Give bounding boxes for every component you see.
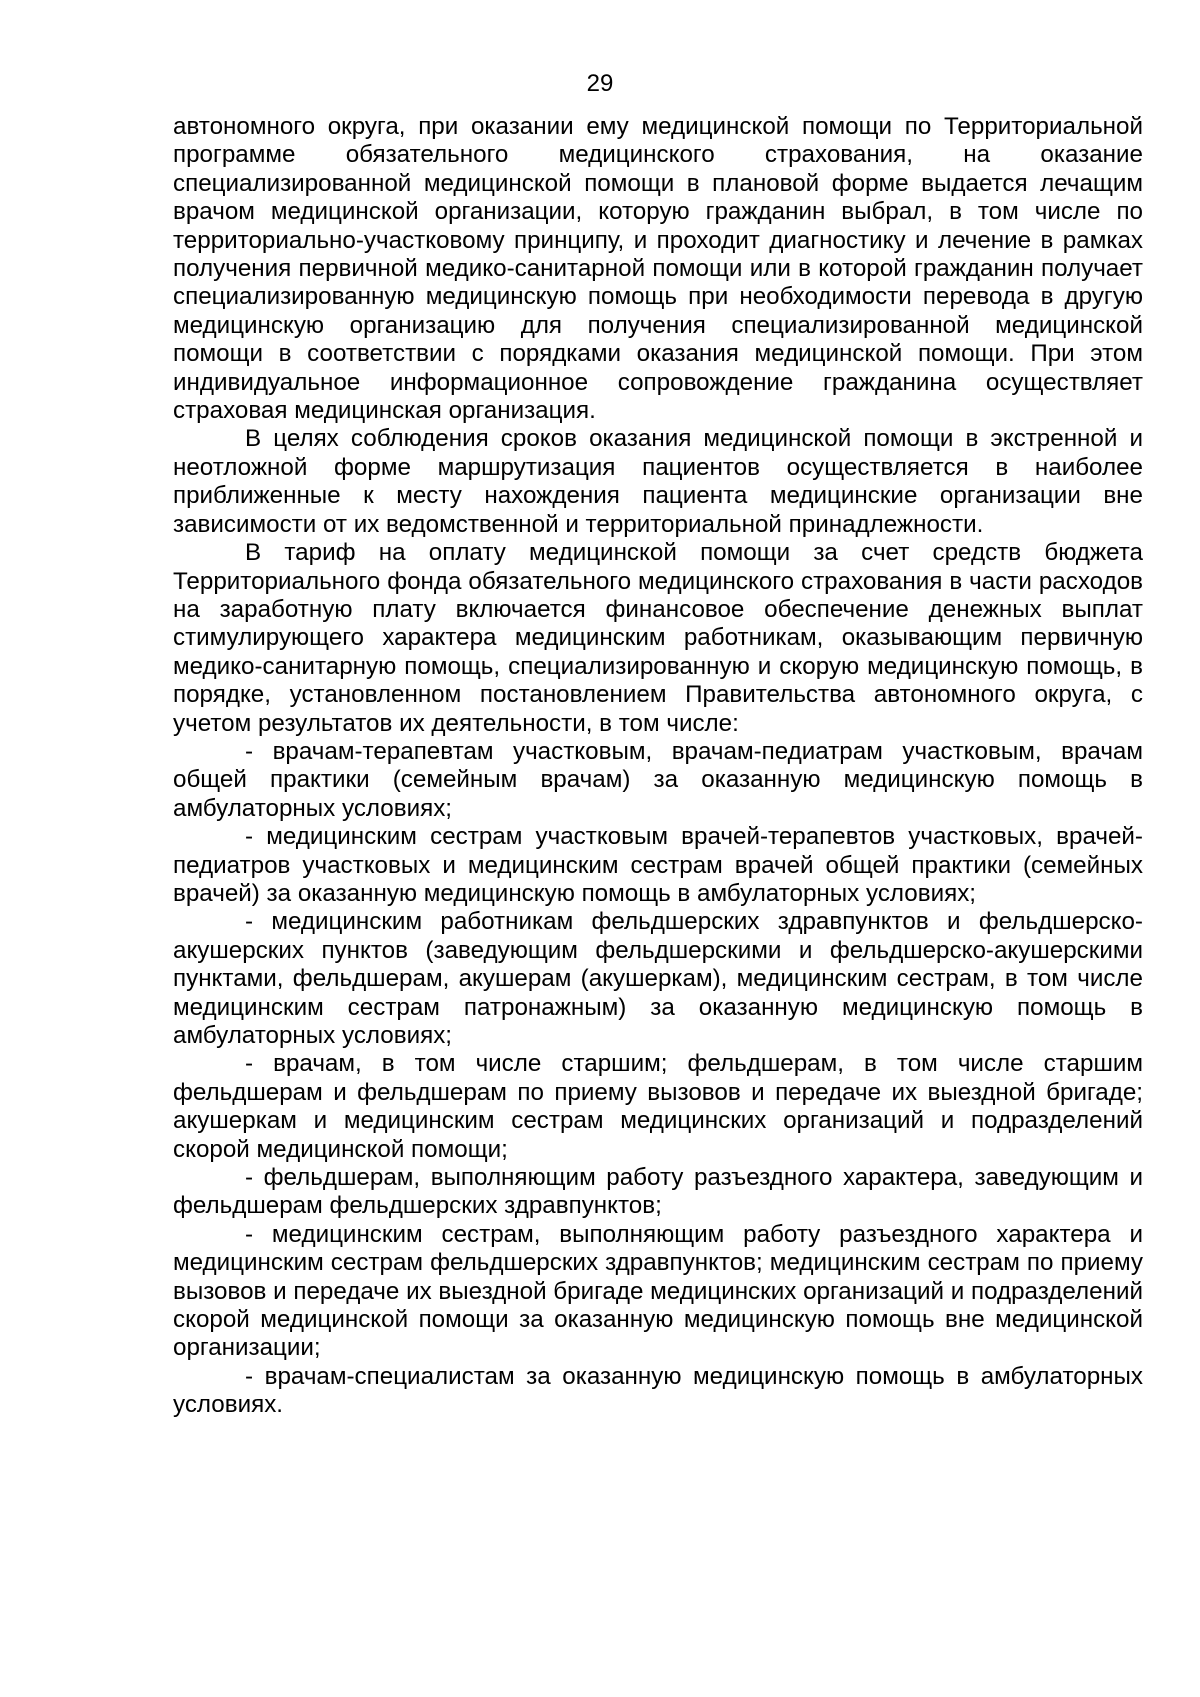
paragraph-tariff-incentives: В тариф на оплату медицинской помощи за счет средств бюджета Территориального фонда обязательного медицинского страхования в части расходов на заработную плату включается финансовое обеспечение денежных выплат стимулирующего характера медицинским работникам, оказывающим первичную медико-санитарную помощь, специализированную и скорую медицинскую помощь, в порядке, установленном постановлением Правительства автономного округа, с учетом результатов их деятельности, в том числе:	[173, 539, 1143, 737]
document-body	[173, 113, 1143, 1420]
list-item-feldsher-stations: - медицинским работникам фельдшерских здравпунктов и фельдшерско-акушерских пунктов (заведующим фельдшерскими и фельдшерско-акушерскими пунктами, фельдшерам, акушерам (акушеркам), медицинским сестрам, в том числе медицинским сестрам патронажным) за оказанную медицинскую помощь в амбулаторных условиях;	[173, 908, 1143, 1049]
paragraph-referral-continuation: автономного округа, при оказании ему медицинской помощи по Территориальной программе обязательного медицинского страхования, на оказание специализированной медицинской помощи в плановой форме выдается лечащим врачом медицинской организации, которую гражданин выбрал, в том числе по территориально-участковому принципу, и проходит диагностику и лечение в рамках получения первичной медико-санитарной помощи или в которой гражданин получает специализированную медицинскую помощь при необходимости перевода в другую медицинскую организацию для получения специализированной медицинской помощи в соответствии с порядками оказания медицинской помощи. При этом индивидуальное информационное сопровождение гражданина осуществляет страховая медицинская организация.	[173, 113, 1143, 425]
page-number: 29	[586, 70, 614, 97]
paragraph-emergency-routing: В целях соблюдения сроков оказания медицинской помощи в экстренной и неотложной форме маршрутизация пациентов осуществляется в наиболее приближенные к месту нахождения пациента медицинские организации вне зависимости от их ведомственной и территориальной принадлежности.	[173, 425, 1143, 538]
list-item-traveling-nurses: - медицинским сестрам, выполняющим работу разъездного характера и медицинским сестрам фельдшерских здравпунктов; медицинским сестрам по приему вызовов и передаче их выездной бригаде медицинских организаций и подразделений скорой медицинской помощи за оказанную медицинскую помощь вне медицинской организации;	[173, 1220, 1143, 1362]
list-item-district-physicians: - врачам-терапевтам участковым, врачам-педиатрам участковым, врачам общей практики (семейным врачам) за оказанную медицинскую помощь в амбулаторных условиях;	[173, 737, 1143, 822]
list-item-district-nurses: - медицинским сестрам участковым врачей-терапевтов участковых, врачей-педиатров участковых и медицинским сестрам врачей общей практики (семейных врачей) за оказанную медицинскую помощь в амбулаторных условиях;	[173, 823, 1143, 907]
list-item-traveling-feldshers: - фельдшерам, выполняющим работу разъездного характера, заведующим и фельдшерам фельдшерских здравпунктов;	[173, 1164, 1143, 1220]
list-item-specialists: - врачам-специалистам за оказанную медицинскую помощь в амбулаторных условиях.	[173, 1362, 1143, 1419]
list-item-ambulance-staff: - врачам, в том числе старшим; фельдшерам, в том числе старшим фельдшерам и фельдшерам по приему вызовов и передаче их выездной бригаде; акушеркам и медицинским сестрам медицинских организаций и подразделений скорой медицинской помощи;	[173, 1050, 1143, 1163]
